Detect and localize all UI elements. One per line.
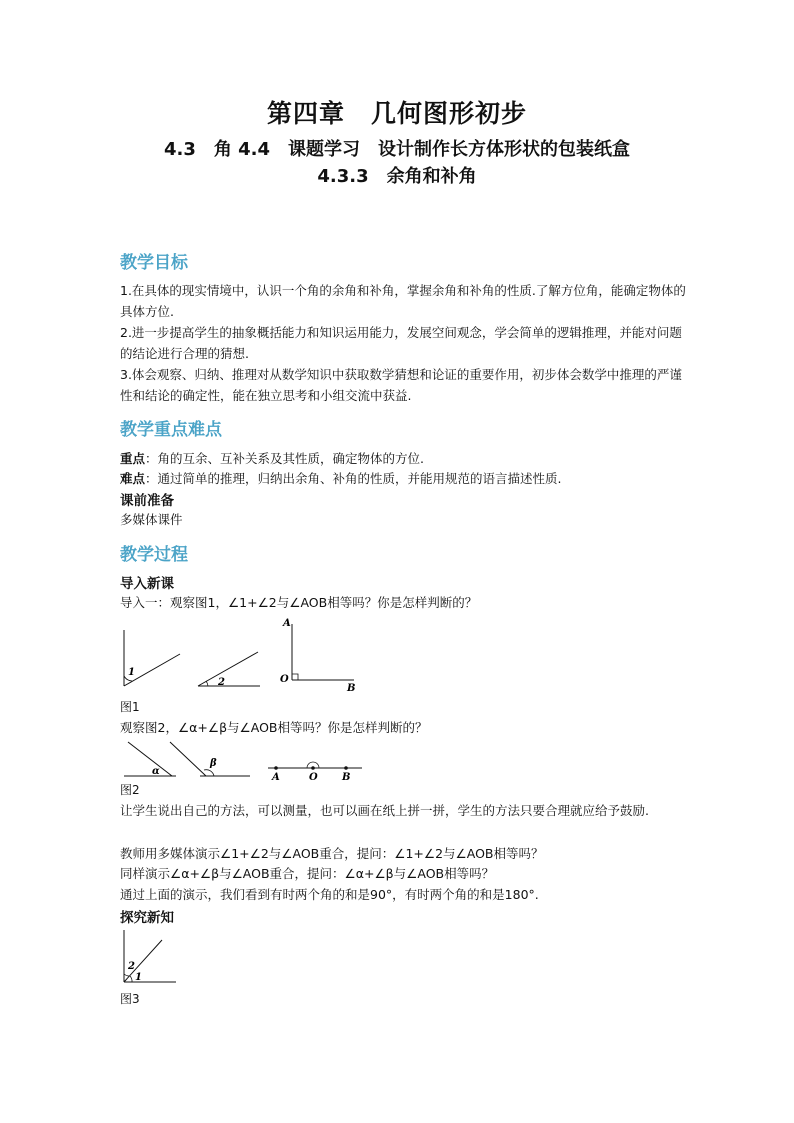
fig2-label-o: O	[309, 772, 318, 783]
explore-heading: 探究新知	[120, 910, 174, 926]
fig1-label-b: B	[347, 683, 356, 694]
intro-heading: 导入新课	[120, 576, 174, 592]
process-heading: 教学过程	[120, 545, 188, 565]
key-point-line	[120, 448, 720, 469]
para-demo-2: 同样演示∠α+∠β与∠AOB重合，提问：∠α+∠β与∠AOB相等吗？	[120, 866, 495, 881]
chapter-title: 第四章 几何图形初步	[266, 99, 527, 128]
preparation-text: 多媒体课件	[120, 512, 183, 527]
difficulty-line	[120, 468, 720, 489]
fig1-label-o: O	[280, 674, 289, 685]
figure-3-caption: 图3	[120, 992, 140, 1006]
fig2-beta-label: β	[210, 758, 217, 769]
preparation-heading: 课前准备	[120, 493, 174, 509]
figure-3	[118, 928, 188, 988]
key-label: 重点	[120, 451, 146, 466]
fig1-angle2-label: 2	[218, 677, 225, 688]
figure-2	[118, 740, 368, 783]
fig2-alpha-ray	[128, 742, 172, 776]
objective-item-3: 3.体会观察、归纳、推理对从数学知识中获取数学猜想和论证的重要作用，初步体会数学中推理的严谨性和结论的确定性，能在独立思考和小组交流中获益.	[120, 367, 682, 403]
fig2-point-b	[344, 766, 348, 770]
fig2-alpha-label: α	[152, 766, 160, 777]
key-text: ：角的互余、互补关系及其性质，确定物体的方位.	[145, 451, 424, 466]
intro-line-1: 导入一：观察图1，∠1+∠2与∠AOB相等吗？你是怎样判断的？	[120, 595, 478, 610]
fig2-point-a	[274, 766, 278, 770]
para-demo-3: 通过上面的演示，我们看到有时两个角的和是90°，有时两个角的和是180°.	[120, 887, 539, 902]
fig1-angle2-arc	[206, 681, 208, 686]
fig2-label-a: A	[272, 772, 280, 783]
para-demo-1: 教师用多媒体演示∠1+∠2与∠AOB重合，提问：∠1+∠2与∠AOB相等吗？	[120, 846, 544, 861]
figure-2-caption: 图2	[120, 783, 140, 797]
fig1-right-angle-mark	[292, 674, 298, 680]
figure-1	[118, 618, 368, 694]
objective-item-1: 1.在具体的现实情境中，认识一个角的余角和补角，掌握余角和补角的性质.了解方位角，能确定物体的具体方位.	[120, 283, 686, 319]
difficulty-text: ：通过简单的推理，归纳出余角、补角的性质，并能用规范的语言描述性质.	[145, 471, 562, 486]
fig3-angle2-label: 2	[128, 961, 135, 972]
intro-line-2: 观察图2，∠α+∠β与∠AOB相等吗？你是怎样判断的？	[120, 720, 428, 735]
figure-1-caption: 图1	[120, 700, 140, 714]
fig1-angle1-label: 1	[128, 667, 135, 678]
fig3-angle2-arc	[124, 974, 129, 976]
fig1-mid-ray	[198, 652, 258, 686]
fig1-label-a: A	[283, 618, 291, 629]
fig3-angle1-arc	[130, 976, 132, 982]
objective-item-2: 2.进一步提高学生的抽象概括能力和知识运用能力，发展空间观念，学会简单的逻辑推理，并能对问题的结论进行合理的猜想.	[120, 325, 682, 361]
objectives-heading: 教学目标	[120, 253, 188, 273]
fig2-label-b: B	[342, 772, 351, 783]
fig2-beta-ray	[170, 742, 206, 776]
section-title: 4.3.3 余角和补角	[317, 166, 477, 187]
fig2-point-o	[311, 766, 315, 770]
fig3-angle1-label: 1	[135, 972, 142, 983]
keypoints-heading: 教学重点难点	[120, 420, 222, 440]
difficulty-label: 难点	[120, 471, 146, 486]
lesson-title: 4.3 角 4.4 课题学习 设计制作长方体形状的包装纸盒	[163, 139, 631, 160]
para-method: 让学生说出自己的方法，可以测量，也可以画在纸上拼一拼，学生的方法只要合理就应给予鼓励.	[120, 803, 649, 818]
